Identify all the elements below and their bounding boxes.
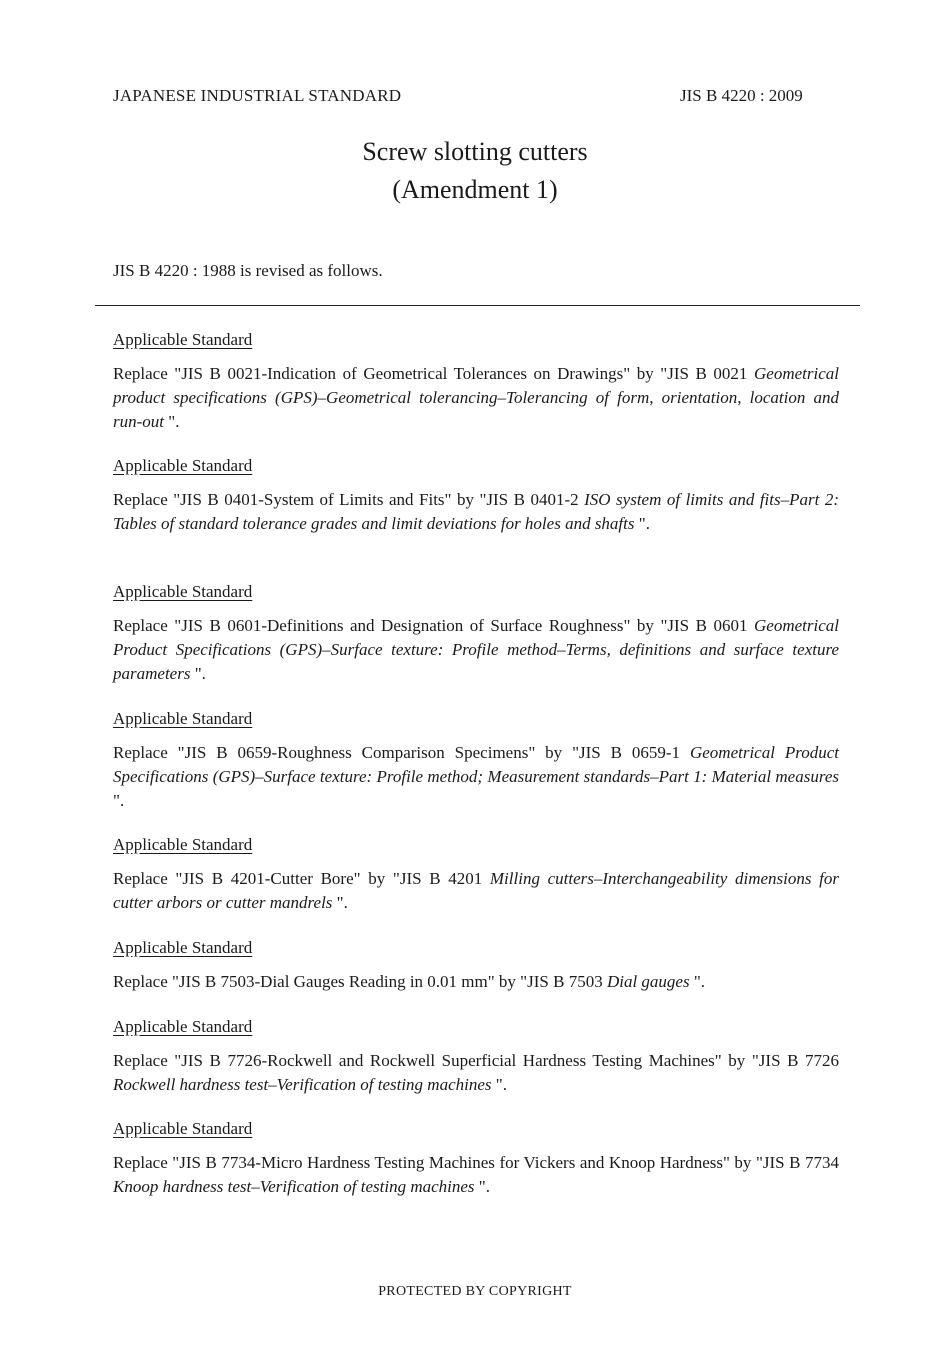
title-block <box>0 134 950 210</box>
entry-heading: Applicable Standard <box>113 709 253 728</box>
entry-suffix: ". <box>332 893 348 912</box>
entry-title-italic: Dial gauges <box>606 972 690 991</box>
entry-suffix: ". <box>689 972 706 991</box>
entry-heading: Applicable Standard <box>113 1119 253 1138</box>
entry-suffix: ". <box>474 1177 490 1196</box>
entry-text <box>113 741 839 813</box>
entry-prefix: Replace "JIS B 7503-Dial Gauges Reading in 0.01 mm" by "JIS B 7503 <box>113 972 607 991</box>
intro-statement: JIS B 4220 : 1988 is revised as follows. <box>113 261 383 280</box>
entry-text <box>113 614 839 686</box>
entry-prefix: Replace "JIS B 0021-Indication of Geometrical Tolerances on Drawings" by "JIS B 0021 <box>113 364 755 383</box>
entry-suffix: ". <box>164 412 180 431</box>
entry-heading: Applicable Standard <box>113 456 253 475</box>
entry-text <box>113 1151 839 1199</box>
entry-heading: Applicable Standard <box>113 330 253 349</box>
entry-text <box>113 488 839 536</box>
entry-title-italic: Rockwell hardness test–Verification of testing machines <box>113 1075 492 1094</box>
entry-heading: Applicable Standard <box>113 938 253 957</box>
entry-title-italic: Geometrical Product Specifications (GPS)–Surface texture: Profile method–Terms, definitions and surface texture parameters <box>113 616 839 683</box>
entry-title-italic: Geometrical Product Specifications (GPS)–Surface texture: Profile method; Measurement standards–Part 1: Material measures <box>113 743 839 786</box>
entry-title-italic: Milling cutters–Interchangeability dimensions for cutter arbors or cutter mandrels <box>113 869 839 912</box>
entry-text <box>113 362 839 434</box>
document-header-left: JAPANESE INDUSTRIAL STANDARD <box>113 86 402 105</box>
entry-heading: Applicable Standard <box>113 835 253 854</box>
entry-prefix: Replace "JIS B 7726-Rockwell and Rockwell Superficial Hardness Testing Machines" by "JIS B 7726 <box>113 1051 839 1070</box>
entry-prefix: Replace "JIS B 0401-System of Limits and Fits" by "JIS B 0401-2 <box>113 490 585 509</box>
copyright-notice: PROTECTED BY COPYRIGHT <box>378 1284 572 1299</box>
entry-suffix: ". <box>491 1075 507 1094</box>
document-subtitle: (Amendment 1) <box>392 175 558 204</box>
document-number: JIS B 4220 : 2009 <box>680 86 803 105</box>
horizontal-divider <box>95 305 860 306</box>
entry-prefix: Replace "JIS B 0601-Definitions and Designation of Surface Roughness" by "JIS B 0601 <box>113 616 755 635</box>
entry-title-italic: Knoop hardness test–Verification of testing machines <box>113 1177 475 1196</box>
entry-suffix: ". <box>113 791 125 810</box>
entry-text <box>113 867 839 915</box>
entry-prefix: Replace "JIS B 4201-Cutter Bore" by "JIS B 4201 <box>113 869 490 888</box>
entry-prefix: Replace "JIS B 0659-Roughness Comparison Specimens" by "JIS B 0659-1 <box>113 743 690 762</box>
entry-title-italic: Geometrical product specifications (GPS)–Geometrical tolerancing–Tolerancing of form, orientation, location and run-out <box>113 364 839 431</box>
entry-text <box>113 970 839 994</box>
entry-heading: Applicable Standard <box>113 582 253 601</box>
entry-suffix: ". <box>190 664 206 683</box>
entry-suffix: ". <box>634 514 650 533</box>
document-title: Screw slotting cutters <box>362 137 588 166</box>
entry-prefix: Replace "JIS B 7734-Micro Hardness Testing Machines for Vickers and Knoop Hardness" by "JIS B 7734 <box>113 1153 839 1172</box>
entry-text <box>113 1049 839 1097</box>
entry-heading: Applicable Standard <box>113 1017 253 1036</box>
entry-title-italic: ISO system of limits and fits–Part 2: Tables of standard tolerance grades and limit deviations for holes and shafts <box>113 490 839 533</box>
